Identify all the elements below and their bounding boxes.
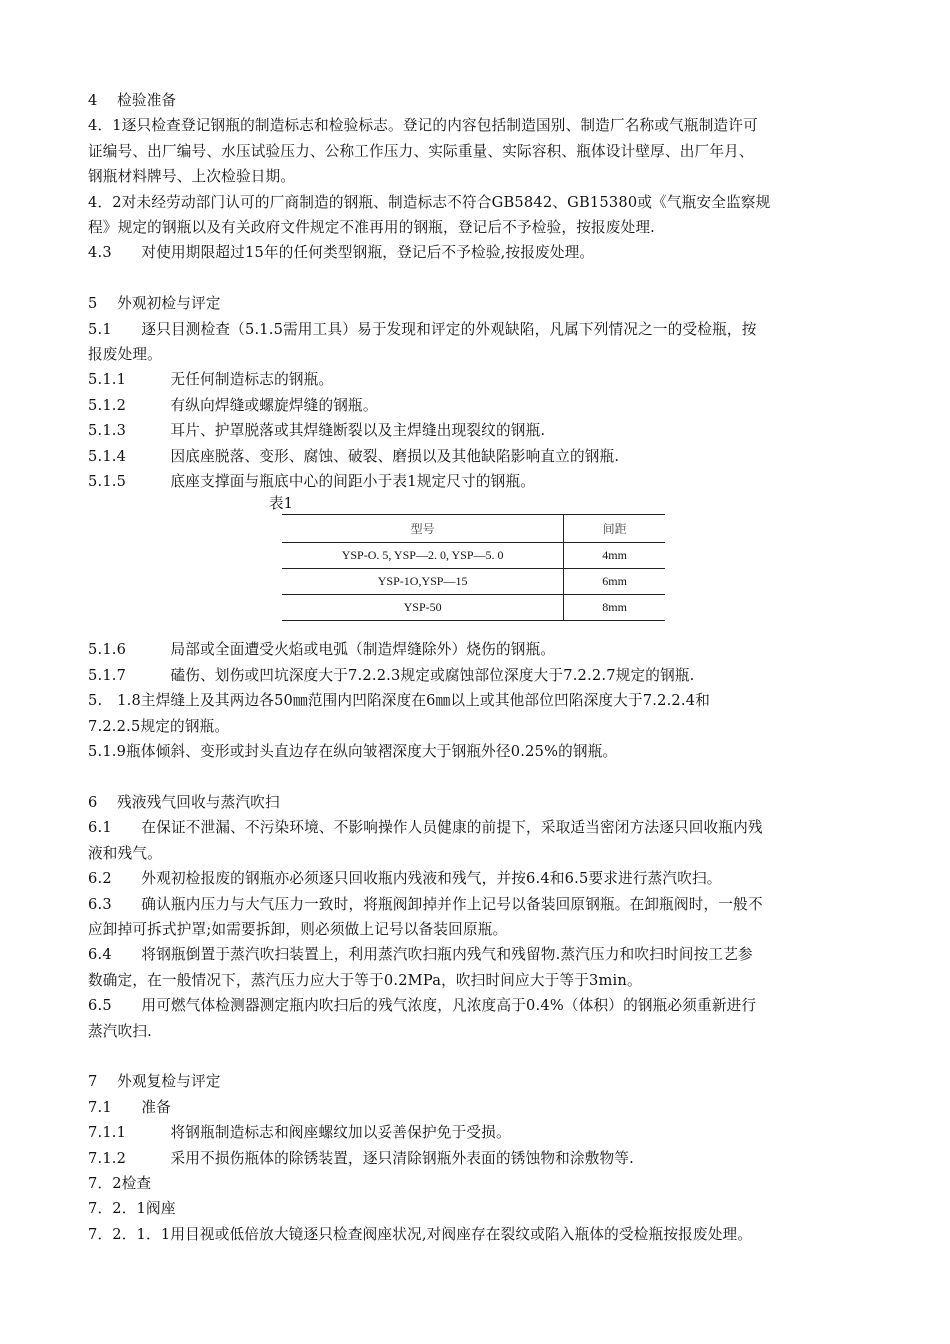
paragraph-line: 证编号、出厂编号、水压试验压力、公称工作压力、实际重量、实际容积、瓶体设计壁厚、出厂年月、 <box>88 142 754 160</box>
paragraph-line: 4．1逐只检查登记钢瓶的制造标志和检验标志。登记的内容包括制造国别、制造厂名称或气瓶制造许可 <box>88 117 758 135</box>
section-7-heading: 7 外观复检与评定 <box>88 1073 221 1091</box>
paragraph-line: 6.4 将钢瓶倒置于蒸汽吹扫装置上，利用蒸汽吹扫瓶内残气和残留物.蒸汽压力和吹扫时间按工艺参 <box>88 946 753 964</box>
paragraph-line: 6.1 在保证不泄漏、不污染环境、不影响操作人员健康的前提下，采取适当密闭方法逐只回收瓶内残 <box>88 819 763 837</box>
paragraph-line: 5.1.2 有纵向焊缝或螺旋焊缝的钢瓶。 <box>88 396 378 414</box>
table-caption: 表1 <box>269 495 293 513</box>
table-cell-spacing: 4mm <box>564 543 665 569</box>
paragraph-line: 6.5 用可燃气体检测器测定瓶内吹扫后的残气浓度，凡浓度高于0.4%（体积）的钢瓶必须重新进行 <box>88 997 757 1015</box>
paragraph-line: 5.1.1 无任何制造标志的钢瓶。 <box>88 371 334 389</box>
table-row <box>282 595 665 621</box>
table-cell-model: YSP-50 <box>282 595 564 621</box>
table-cell-spacing: 8mm <box>564 595 665 621</box>
table-row <box>282 569 665 595</box>
paragraph-line: 应卸掉可拆式护罩;如需要拆卸，则必须做上记号以备装回原瓶。 <box>88 920 508 938</box>
paragraph-line: 6.2 外观初检报废的钢瓶亦必须逐只回收瓶内残液和残气，并按6.4和6.5要求进行蒸汽吹扫。 <box>88 870 722 888</box>
table-cell-model: YSP-O. 5, YSP—2. 0, YSP—5. 0 <box>282 543 564 569</box>
spec-table <box>282 514 665 621</box>
paragraph-line: 7.1 准备 <box>88 1098 171 1116</box>
paragraph-line: 5.1.9瓶体倾斜、变形或封头直边存在纵向皱褶深度大于钢瓶外径0.25%的钢瓶。 <box>88 743 618 761</box>
paragraph-line: 5.1.5 底座支撑面与瓶底中心的间距小于表1规定尺寸的钢瓶。 <box>88 473 536 491</box>
paragraph-line: 4.3 对使用期限超过15年的任何类型钢瓶，登记后不予检验,按报废处理。 <box>88 244 595 262</box>
paragraph-line: 7．2．1阀座 <box>88 1200 176 1218</box>
paragraph-line: 4．2对未经劳动部门认可的厂商制造的钢瓶、制造标志不符合GB5842、GB15380或《气瓶安全监察规 <box>88 193 771 211</box>
paragraph-line: 6.3 确认瓶内压力与大气压力一致时，将瓶阀卸掉并作上记号以备装回原钢瓶。在卸瓶阀时，一般不 <box>88 895 763 913</box>
paragraph-line: 5. 1.8主焊缝上及其两边各50㎜范围内凹陷深度在6㎜以上或其他部位凹陷深度大于7.2.2.4和 <box>88 692 711 710</box>
paragraph-line: 7.2.2.5规定的钢瓶。 <box>88 717 230 735</box>
paragraph-line: 报废处理。 <box>88 346 162 364</box>
section-4-heading: 4 检验准备 <box>88 92 177 109</box>
paragraph-line: 5.1.6 局部或全面遭受火焰或电弧（制造焊缝除外）烧伤的钢瓶。 <box>88 641 556 659</box>
paragraph-line: 5.1.4 因底座脱落、变形、腐蚀、破裂、磨损以及其他缺陷影响直立的钢瓶. <box>88 447 620 465</box>
section-6-heading: 6 残液残气回收与蒸汽吹扫 <box>88 793 280 811</box>
paragraph-line: 钢瓶材料牌号、上次检验日期。 <box>88 168 296 186</box>
paragraph-line: 7．2检查 <box>88 1174 152 1192</box>
table-cell-spacing: 6mm <box>564 569 665 595</box>
paragraph-line: 液和残气。 <box>88 844 162 862</box>
paragraph-line: 5.1 逐只目测检查（5.1.5需用工具）易于发现和评定的外观缺陷，凡属下列情况之一的受检瓶，按 <box>88 320 757 338</box>
table-header-model: 型号 <box>282 515 564 543</box>
paragraph-line: 7．2．1．1用目视或低倍放大镜逐只检查阀座状况,对阀座存在裂纹或陷入瓶体的受检瓶按报废处理。 <box>88 1225 753 1243</box>
paragraph-line: 7.1.1 将钢瓶制造标志和阀座螺纹加以妥善保护免于受损。 <box>88 1124 511 1142</box>
table-header-row <box>282 515 665 543</box>
paragraph-line: 数确定，在一般情况下，蒸汽压力应大于等于0.2MPa，吹扫时间应大于等于3min。 <box>88 971 642 989</box>
paragraph-line: 蒸汽吹扫. <box>88 1022 153 1040</box>
table-cell-model: YSP-1O,YSP—15 <box>282 569 564 595</box>
paragraph-line: 5.1.3 耳片、护罩脱落或其焊缝断裂以及主焊缝出现裂纹的钢瓶. <box>88 422 546 440</box>
paragraph-line: 程》规定的钢瓶以及有关政府文件规定不准再用的钢瓶，登记后不予检验，按报废处理. <box>88 219 656 237</box>
paragraph-line: 5.1.7 磕伤、划伤或凹坑深度大于7.2.2.3规定或腐蚀部位深度大于7.2.2.7规定的钢瓶. <box>88 666 695 684</box>
table-header-spacing: 间距 <box>564 515 665 543</box>
document-page <box>88 88 868 1247</box>
paragraph-line: 7.1.2 采用不损伤瓶体的除锈装置，逐只清除钢瓶外表面的锈蚀物和涂敷物等. <box>88 1149 634 1167</box>
table-row <box>282 543 665 569</box>
section-5-heading: 5 外观初检与评定 <box>88 295 221 313</box>
